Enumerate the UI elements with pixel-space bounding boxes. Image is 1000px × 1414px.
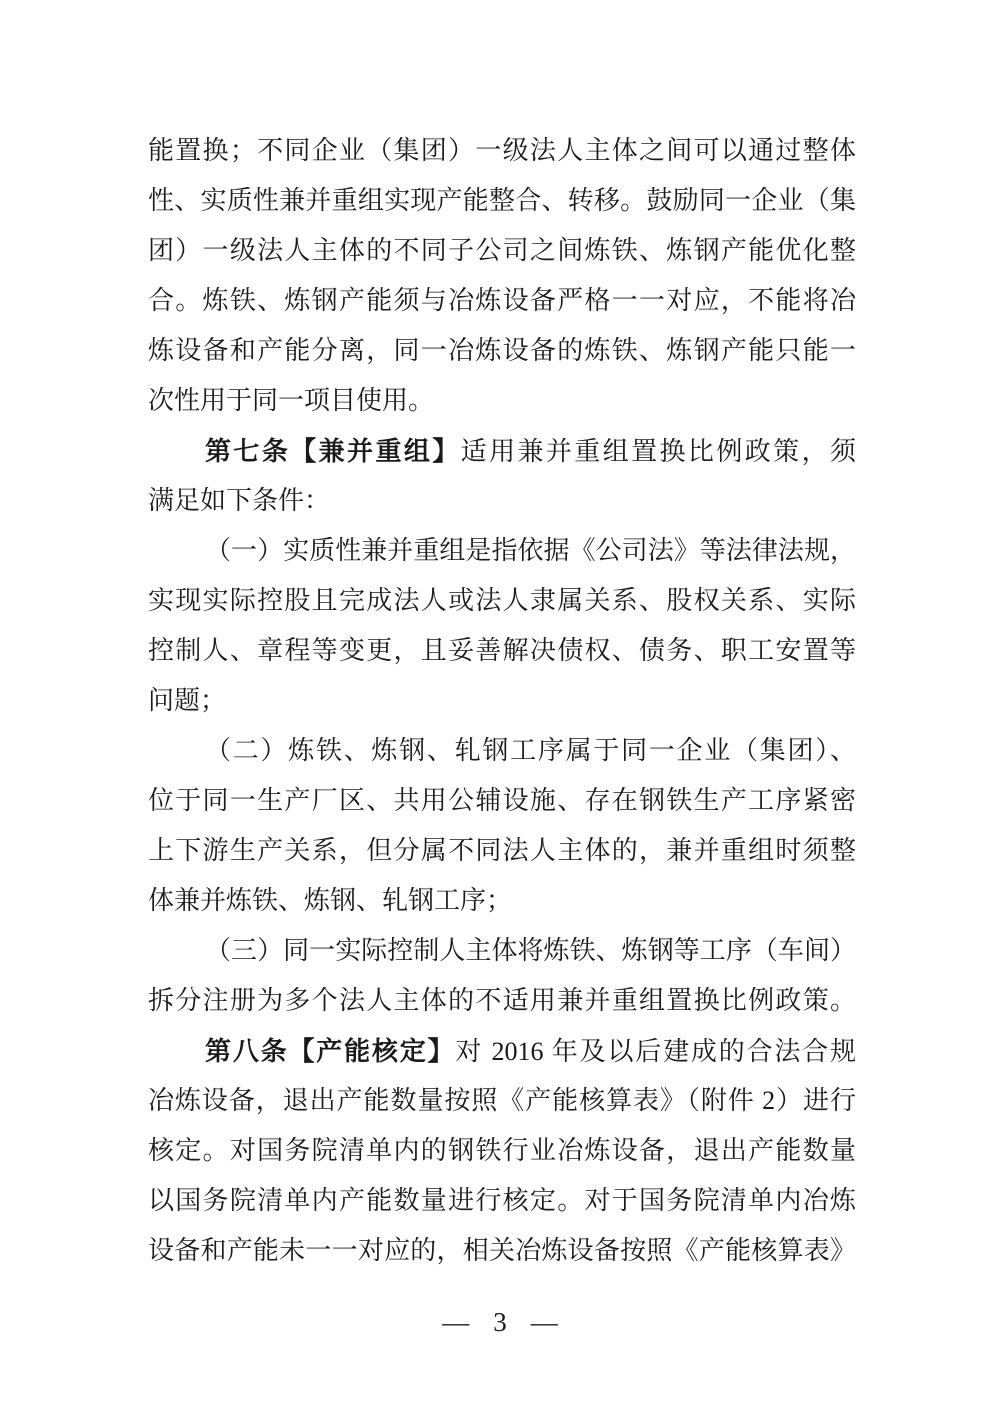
line-text: 团）一级法人主体的不同子公司之间炼铁、炼钢产能优化整 (148, 236, 856, 265)
text-line (148, 226, 856, 276)
page-number: 3 (493, 1307, 507, 1337)
line-text: 冶炼设备，退出产能数量按照《产能核算表》（附件 2）进行 (148, 1086, 856, 1115)
text-line (148, 326, 856, 376)
text-line (148, 876, 856, 926)
document-body (148, 126, 856, 1276)
line-text: 体兼并炼铁、炼钢、轧钢工序； (148, 886, 513, 915)
footer-dash-right: — (530, 1307, 558, 1337)
line-text: 问题； (148, 686, 227, 715)
clause-3-line (148, 926, 856, 976)
line-text: 设备和产能未一一对应的，相关冶炼设备按照《产能核算表》 (148, 1236, 856, 1265)
line-text: （二）炼铁、炼钢、轧钢工序属于同一企业（集团）、 (205, 736, 856, 765)
line-text: 实现实际控股且完成法人或法人隶属关系、股权关系、实际 (148, 586, 856, 615)
line-text: 核定。对国务院清单内的钢铁行业冶炼设备，退出产能数量 (148, 1136, 856, 1165)
text-line (148, 276, 856, 326)
clause-2-line (148, 726, 856, 776)
footer-dash-left: — (442, 1307, 470, 1337)
line-text: 以国务院清单内产能数量进行核定。对于国务院清单内冶炼 (148, 1186, 856, 1215)
article-heading-bold: 第八条【产能核定】 (205, 1036, 456, 1066)
line-text: 合。炼铁、炼钢产能须与冶炼设备严格一一对应，不能将冶 (148, 286, 856, 315)
text-line (148, 976, 856, 1026)
text-line (148, 676, 856, 726)
text-line (148, 826, 856, 876)
text-line (148, 1176, 856, 1226)
text-line (148, 126, 856, 176)
page-footer (0, 1302, 1000, 1342)
text-line (148, 626, 856, 676)
line-text: （一）实质性兼并重组是指依据《公司法》等法律法规， (205, 536, 856, 565)
text-line (148, 376, 856, 426)
line-text: 适用兼并重组置换比例政策，须 (460, 437, 856, 466)
line-text: 对 2016 年及以后建成的合法合规 (455, 1037, 856, 1066)
line-text: 上下游生产关系，但分属不同法人主体的，兼并重组时须整 (148, 836, 856, 865)
line-text: 次性用于同一项目使用。 (148, 386, 435, 415)
line-text: （三）同一实际控制人主体将炼铁、炼钢等工序（车间） (205, 936, 856, 965)
text-line (148, 476, 856, 526)
text-line (148, 1126, 856, 1176)
clause-1-line (148, 526, 856, 576)
line-text: 性、实质性兼并重组实现产能整合、转移。鼓励同一企业（集 (148, 186, 856, 215)
text-line (148, 1226, 856, 1276)
line-text: 满足如下条件： (148, 486, 331, 515)
text-line (148, 176, 856, 226)
line-text: 位于同一生产厂区、共用公辅设施、存在钢铁生产工序紧密 (148, 786, 856, 815)
article-8-heading-line (148, 1026, 856, 1076)
article-7-heading-line (148, 426, 856, 476)
line-text: 炼设备和产能分离，同一冶炼设备的炼铁、炼钢产能只能一 (148, 336, 856, 365)
text-line (148, 576, 856, 626)
text-line (148, 776, 856, 826)
line-text: 控制人、章程等变更，且妥善解决债权、债务、职工安置等 (148, 636, 856, 665)
article-heading-bold: 第七条【兼并重组】 (205, 436, 461, 466)
text-line (148, 1076, 856, 1126)
line-text: 拆分注册为多个法人主体的不适用兼并重组置换比例政策。 (148, 986, 856, 1015)
line-text: 能置换；不同企业（集团）一级法人主体之间可以通过整体 (148, 136, 856, 165)
